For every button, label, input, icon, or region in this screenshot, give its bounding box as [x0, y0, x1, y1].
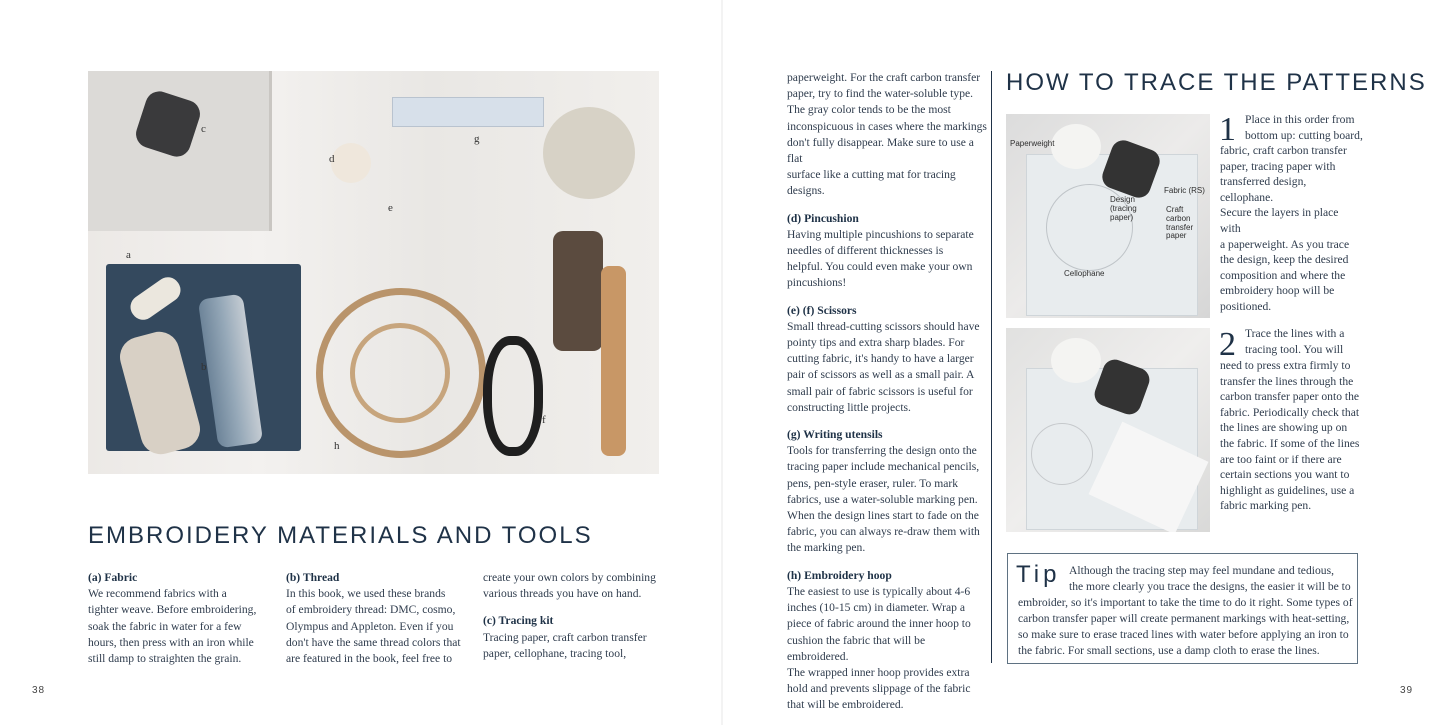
book-gutter — [721, 0, 723, 725]
fabric-column — [88, 570, 268, 667]
body-line: transferred design, cellophane. — [1220, 175, 1307, 204]
hoop-inner-image — [350, 323, 450, 423]
thread-column — [286, 570, 472, 667]
body-line: soak the fabric in water for a few — [88, 619, 242, 633]
body-line: fabric, craft carbon transfer — [1220, 144, 1347, 157]
fabric-label: Fabric (RS) — [1164, 186, 1205, 195]
step1-number: 1 — [1219, 111, 1236, 148]
photo-letter-c: c — [201, 123, 206, 135]
tip-text — [1018, 595, 1354, 659]
body-line: constructing little projects. — [787, 400, 911, 414]
body-line: a paperweight. As you trace — [1220, 237, 1350, 251]
carbon-paper-label: Craft carbon transfer paper — [1166, 205, 1194, 241]
body-line: The wrapped inner hoop provides extra — [787, 665, 970, 679]
design-label: Design (tracing paper) — [1110, 195, 1137, 222]
body-line: Small thread-cutting scissors should have — [787, 319, 980, 333]
body-line: helpful. You could even make your own — [787, 260, 973, 274]
body-line: still damp to straighten the grain. — [88, 652, 242, 666]
thread-subheading: (b) Thread — [286, 571, 340, 584]
trace-heading: HOW TO TRACE THE PATTERNS — [1006, 69, 1427, 96]
column-divider — [991, 71, 992, 663]
body-line: When the design lines start to fade on the — [787, 509, 979, 523]
body-line: are too faint or if there are — [1220, 452, 1342, 466]
tools-continued-column — [787, 70, 987, 714]
tip-line-2: the more clearly you trace the designs, the easier it will be to — [1069, 580, 1351, 593]
body-line: fabric. Periodically check that — [1220, 405, 1360, 419]
ruler-image — [392, 97, 544, 127]
body-line: Having multiple pincushions to separate — [787, 227, 974, 241]
photo-letter-h: h — [334, 440, 340, 452]
body-line: of embroidery thread: DMC, cosmo, — [286, 603, 456, 617]
body-line: various threads you have on hand. — [483, 587, 642, 601]
step2-photo — [1006, 328, 1210, 532]
page-number-left: 38 — [32, 685, 46, 696]
body-line: tracing tool. You will — [1245, 342, 1344, 356]
step1-photo — [1006, 114, 1210, 318]
photo-letter-a: a — [126, 249, 131, 261]
body-line: piece of fabric around the inner hoop to — [787, 617, 971, 631]
body-line: Trace the lines with a — [1245, 327, 1345, 340]
body-line: pens, pen-style eraser, ruler. To mark — [787, 476, 959, 490]
scissors-subheading: (e) (f) Scissors — [787, 303, 857, 317]
tip-line-1: Although the tracing step may feel mundane and tedious, — [1069, 564, 1334, 577]
body-line: tighter weave. Before embroidering, — [88, 603, 257, 617]
body-line: The easiest to use is typically about 4-6 — [787, 584, 971, 598]
body-line: surface like a cutting mat for tracing designs. — [787, 168, 956, 198]
body-line: are featured in the book, feel free to — [286, 652, 453, 666]
body-line: hours, then press with an iron while — [88, 635, 254, 649]
body-line: cutting fabric, it's handy to have a larger — [787, 352, 974, 366]
body-line: needles of different thicknesses is — [787, 244, 944, 258]
body-line: fabric, you can always re-draw them with — [787, 525, 980, 539]
body-line: carbon transfer paper will create permanent markings with heat-setting, — [1018, 612, 1350, 625]
brush-handle-image — [601, 266, 626, 456]
step2-text — [1220, 358, 1360, 514]
white-weight-image — [1051, 124, 1101, 169]
body-line: paperweight. For the craft carbon transfer — [787, 71, 981, 84]
body-line: need to press extra firmly to — [1220, 359, 1351, 372]
page-number-right: 39 — [1400, 685, 1414, 696]
body-line: inconspicuous in cases where the markings — [787, 119, 987, 133]
step1-text — [1220, 143, 1360, 315]
body-line: pincushions! — [787, 276, 847, 290]
brush-image — [553, 231, 603, 351]
body-line: transfer the lines through the — [1220, 374, 1354, 388]
body-line: certain sections you want to — [1220, 468, 1350, 482]
body-line: small pair of fabric scissors is useful for — [787, 384, 973, 398]
body-line: Place in this order from — [1245, 113, 1355, 126]
body-line: Tracing paper, craft carbon transfer — [483, 630, 647, 644]
body-line: the lines are showing up on — [1220, 421, 1348, 435]
design-image — [1031, 423, 1093, 485]
body-line: the fabric. For small sections, use a damp cloth to erase the lines. — [1018, 644, 1320, 657]
body-line: pair of scissors as well as a small pair. A — [787, 368, 975, 382]
photo-letter-b: b — [201, 361, 207, 373]
photo-letter-g: g — [474, 133, 480, 145]
body-line: embroidery hoop will be — [1220, 284, 1335, 298]
body-line: positioned. — [1220, 299, 1272, 313]
white-weight-image — [1051, 338, 1101, 383]
body-line: the design, keep the desired — [1220, 253, 1349, 267]
body-line: the marking pen. — [787, 541, 866, 555]
tip-label: Tip — [1016, 561, 1061, 588]
cellophane-label: Cellophane — [1064, 269, 1105, 278]
body-line: bottom up: cutting board, — [1245, 128, 1363, 142]
writing-utensils-subheading: (g) Writing utensils — [787, 428, 883, 442]
pincushion-subheading: (d) Pincushion — [787, 211, 859, 225]
body-line: In this book, we used these brands — [286, 587, 446, 601]
pincushion-image — [331, 143, 371, 183]
body-line: composition and where the — [1220, 268, 1346, 282]
body-line: don't fully disappear. Make sure to use a flat — [787, 135, 974, 166]
photo-letter-d: d — [329, 153, 335, 165]
step2-text-top — [1245, 326, 1365, 357]
materials-heading: EMBROIDERY MATERIALS AND TOOLS — [88, 522, 593, 549]
body-line: embroider, so it's important to take the time to do it right. Some types of — [1018, 596, 1353, 609]
body-line: that will be embroidered. — [787, 698, 904, 712]
fabric-subheading: (a) Fabric — [88, 571, 138, 584]
body-line: fabric marking pen. — [1220, 499, 1312, 513]
body-line: hold and prevents slippage of the fabric — [787, 682, 971, 696]
body-line: inches (10-15 cm) in diameter. Wrap a — [787, 601, 965, 615]
tracing-kit-subheading: (c) Tracing kit — [483, 614, 554, 628]
body-line: create your own colors by combining — [483, 571, 656, 584]
tools-photo — [88, 71, 659, 474]
body-line: Secure the layers in place with — [1220, 206, 1339, 235]
tracing-kit-column — [483, 570, 663, 662]
body-line: highlight as guidelines, use a — [1220, 483, 1355, 497]
paperweight-label: Paperweight — [1010, 139, 1055, 148]
body-line: cushion the fabric that will be embroidered. — [787, 633, 926, 663]
body-line: The gray color tends to be the most — [787, 103, 951, 117]
embroidery-hoop-subheading: (h) Embroidery hoop — [787, 568, 892, 582]
body-line: Tools for transferring the design onto the — [787, 444, 977, 458]
photo-letter-f: f — [542, 414, 546, 426]
scissors-image — [483, 336, 543, 456]
step1-text-top — [1245, 112, 1365, 143]
body-line: paper, tracing paper with — [1220, 159, 1336, 173]
body-line: don't have the same thread colors that — [286, 635, 461, 649]
step2-number: 2 — [1219, 326, 1236, 363]
bowl-image — [543, 107, 635, 199]
body-line: fabrics, use a water-soluble marking pen. — [787, 492, 978, 506]
photo-letter-e: e — [388, 202, 393, 214]
body-line: Olympus and Appleton. Even if you — [286, 619, 454, 633]
body-line: paper, try to find the water-soluble type. — [787, 87, 974, 101]
body-line: pointy tips and extra sharp blades. For — [787, 336, 965, 350]
body-line: We recommend fabrics with a — [88, 587, 227, 601]
body-line: paper, cellophane, tracing tool, — [483, 646, 627, 660]
body-line: tracing paper include mechanical pencils, — [787, 460, 980, 474]
body-line: carbon transfer paper onto the — [1220, 390, 1360, 404]
body-line: the fabric. If some of the lines — [1220, 436, 1360, 450]
body-line: so make sure to erase traced lines with water before applying an iron to — [1018, 628, 1349, 641]
